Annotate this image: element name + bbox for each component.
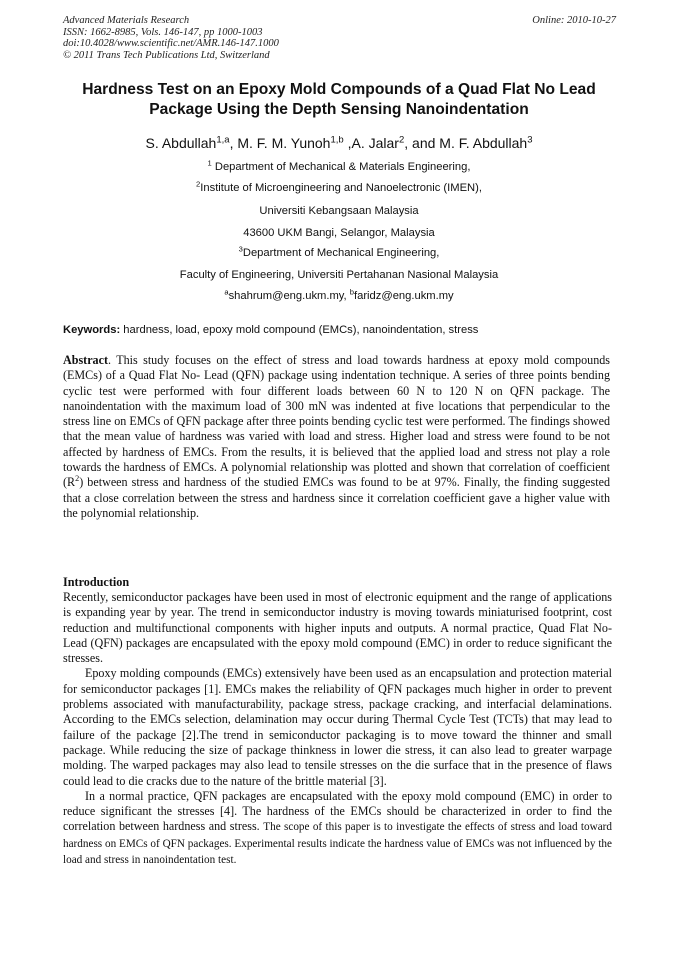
- author-4: , and M. F. Abdullah: [404, 135, 528, 151]
- author-3-affil: 2: [398, 134, 405, 146]
- online-date: Online: 2010-10-27: [532, 15, 616, 26]
- author-3: ,A. Jalar: [343, 135, 399, 151]
- intro-paragraph-3: [63, 789, 612, 868]
- introduction-body: [63, 590, 612, 868]
- affiliation-3-text: Department of Mechanical Engineering,: [242, 247, 440, 259]
- author-list: [40, 134, 638, 152]
- affiliation-1: [40, 160, 638, 174]
- paper-title: [40, 80, 638, 120]
- affiliation-university: Universiti Kebangsaan Malaysia: [259, 205, 419, 217]
- keywords-text: hardness, load, epoxy mold compound (EMCs), nanoindentation, stress: [120, 324, 479, 336]
- affiliation-3: [40, 246, 638, 260]
- author-2: , M. F. M. Yunoh: [229, 135, 331, 151]
- abstract-label: Abstract: [63, 353, 109, 367]
- intro-paragraph-2: Epoxy molding compounds (EMCs) extensively have been used as an encapsulation and protection material for semiconductor packages [1]. EMCs makes the reliability of QFN packages much higher in order to prevent problems associated with manufacturability, package stress, package cracking, and interfacial delaminations. According to the EMCs selection, delamination may occur during Thermal Cycle Test (TCTs) that may lead to failure of the package [2].The trend in semiconductor packaging is to move toward the thinner and small package. While reducing the size of package thinkness in lower die stress, it can also lead to greater warpage molding. The warped packages may also lead to tensile stresses on the die surface that in the presence of flaws could lead to die cracks due to the nature of the brittle material [3].: [63, 666, 612, 788]
- intro-paragraph-3-b: The scope of this paper is to investigate the effects of stress and load toward hardness on EMCs of QFN packages. Experimental results indicate the hardness value of EMCs was not influenced by the load and stress in nanoindentation test.: [63, 821, 612, 867]
- journal-copyright: © 2011 Trans Tech Publications Ltd, Switzerland: [63, 49, 270, 61]
- title-line-1: Hardness Test on an Epoxy Mold Compounds of a Quad Flat No Lead: [82, 81, 596, 98]
- abstract: [63, 353, 610, 521]
- introduction-heading: Introduction: [63, 575, 130, 589]
- author-1-affil: 1,a: [216, 134, 230, 146]
- keywords-label: Keywords:: [63, 324, 121, 336]
- author-emails: [40, 289, 638, 303]
- affiliation-3-mark: 3: [238, 244, 243, 254]
- journal-name: Advanced Materials Research: [63, 15, 190, 26]
- affiliation-2-text: Institute of Microengineering and Nanoelectronic (IMEN),: [200, 182, 482, 194]
- email-b-mark: b: [349, 287, 354, 297]
- abstract-text-1: . This study focuses on the effect of stress and load towards hardness at epoxy mold compounds (EMCs) of a Quad Flat No- Lead (QFN) package using indentation technique. A series of three points bending cyclic test were performed with four different loads between 60 N to 120 N on QFN package. The nanoindentation with the maximum load of 300 mN was indented at five locations that perpendicular to the stress line on EMCs of QFN package after three points bending cyclic test were performed. The findings showed that the mean value of hardness was varied with load and stress. Higher load and stress were found to be not affected by hardness of EMCs. From the results, it is believed that the applied load and stress not play a role towards the hardness of EMCs. A polynomial relationship was plotted and shown that correlation of coefficient (R: [63, 353, 610, 490]
- affiliation-2-mark: 2: [196, 179, 201, 189]
- journal-header: [63, 15, 616, 61]
- intro-paragraph-1: Recently, semiconductor packages have been used in most of electronic equipment and the range of applications is expanding year by year. The trend in semiconductor industry is moving towards miniaturised footprint, cost reduction and multifunctional components with higher inputs and outputs. A normal practice, Quad Flat No- Lead (QFN) packages are encapsulated with the epoxy mold compound (EMC) in order to reduce significant the stresses.: [63, 590, 612, 666]
- affiliation-1-text: Department of Mechanical & Materials Engineering,: [211, 161, 471, 173]
- affiliation-2: [40, 181, 638, 195]
- affiliation-faculty: Faculty of Engineering, Universiti Pertahanan Nasional Malaysia: [179, 269, 499, 281]
- title-line-2: Package Using the Depth Sensing Nanoindentation: [149, 101, 529, 118]
- author-2-affil: 1,b: [330, 134, 344, 146]
- journal-issn: ISSN: 1662-8985, Vols. 146-147, pp 1000-1003: [63, 26, 263, 38]
- journal-doi: doi:10.4028/www.scientific.net/AMR.146-147.1000: [63, 38, 279, 50]
- email-b[interactable]: faridz@eng.ukm.my: [354, 290, 454, 302]
- abstract-superscript: 2: [75, 474, 80, 484]
- author-1: S. Abdullah: [145, 135, 217, 151]
- email-a[interactable]: shahrum@eng.ukm.my,: [228, 290, 350, 302]
- email-a-mark: a: [224, 287, 229, 297]
- author-4-affil: 3: [527, 134, 533, 146]
- keywords: [63, 323, 616, 337]
- abstract-text-2: ) between stress and hardness of the studied EMCs was found to be at 97%. Finally, the finding suggested that a close correlation between the stress and hardness since it correlation coefficient gave a higher value with the polynomial relationship.: [63, 475, 610, 520]
- affiliation-address: 43600 UKM Bangi, Selangor, Malaysia: [243, 227, 435, 239]
- intro-paragraph-3-a: In a normal practice, QFN packages are encapsulated with the epoxy mold compound (EMC) in order to reduce significant the stresses [4]. The hardness of the EMCs should be characterized in order to find the correlation between hardness and stress.: [63, 788, 612, 834]
- affiliation-1-mark: 1: [207, 158, 212, 168]
